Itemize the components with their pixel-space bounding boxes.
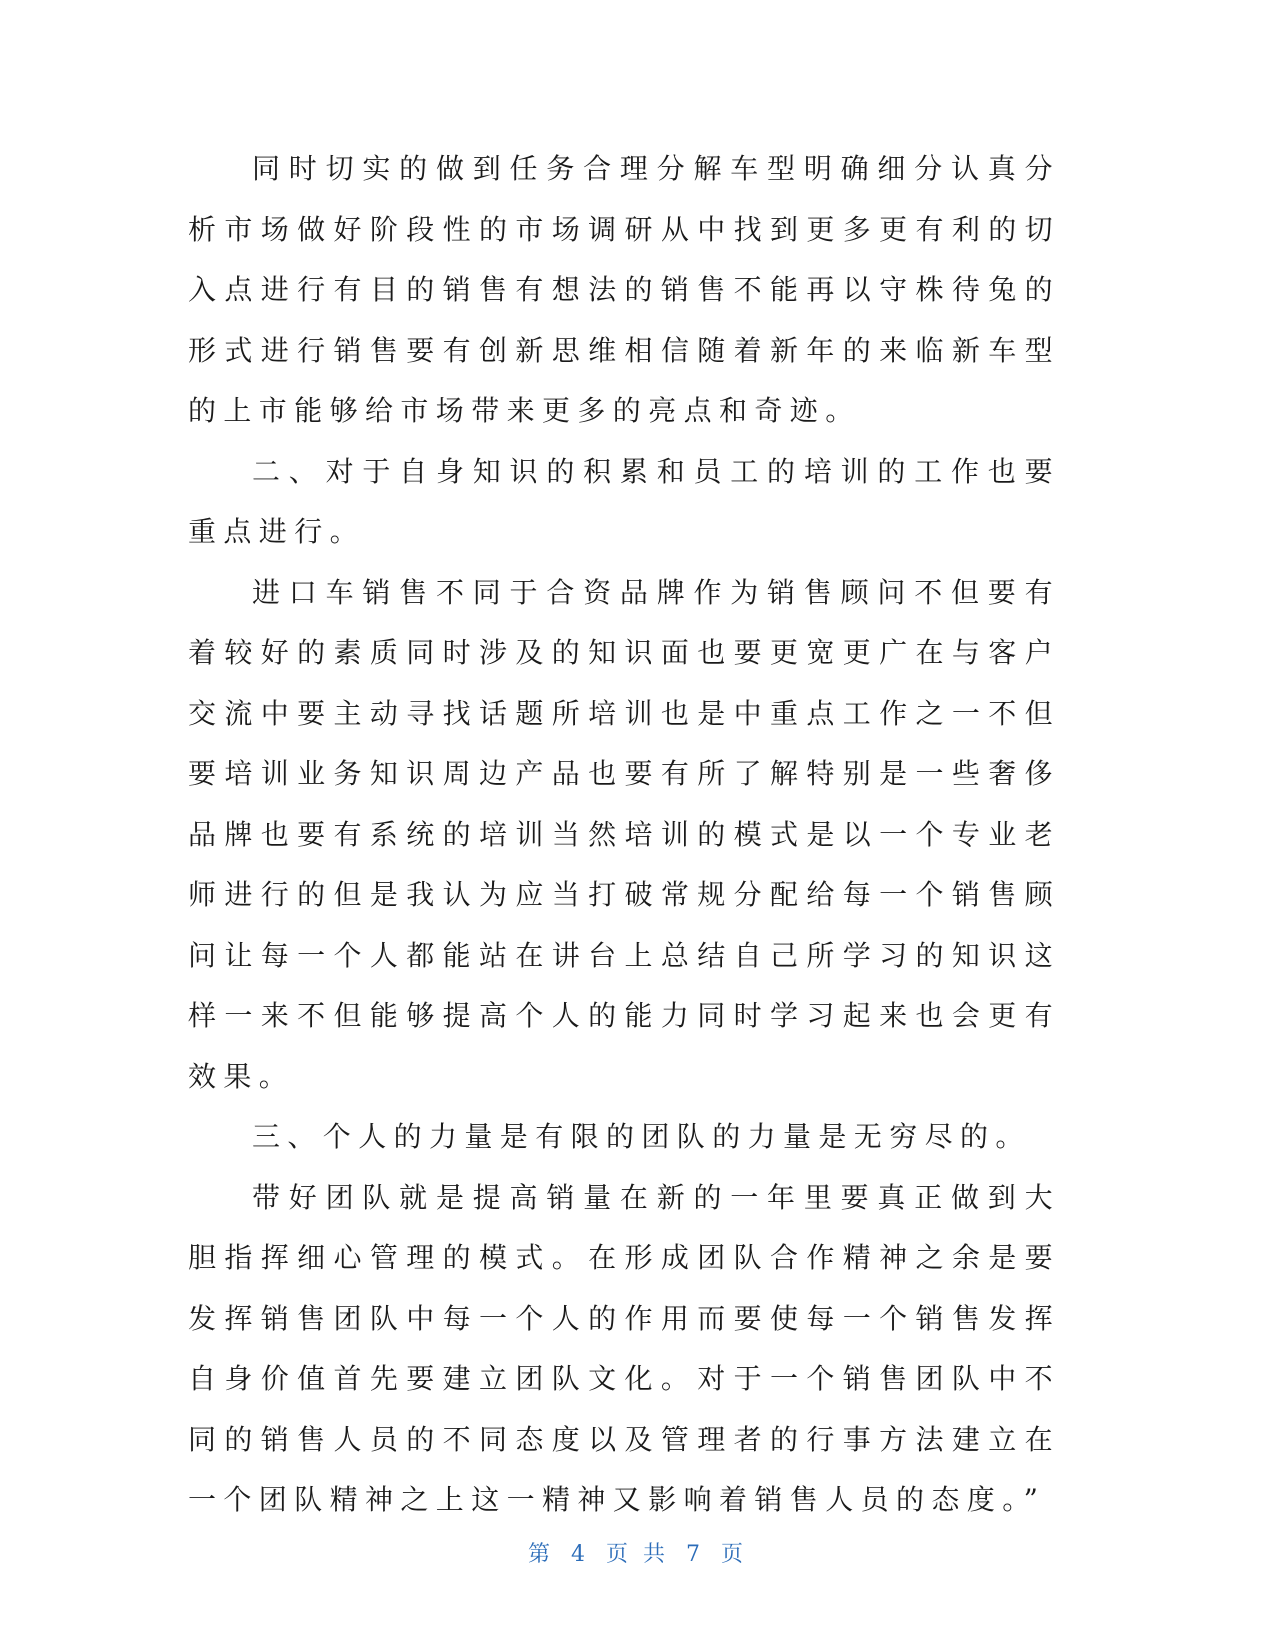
paragraph-heading-training: 二、对于自身知识的积累和员工的培训的工作也要重点进行。 — [188, 454, 1060, 548]
paragraph-market-analysis: 同时切实的做到任务合理分解车型明确细分认真分析市场做好阶段性的市场调研从中找到更多更有利的切入点进行有目的销售有想法的销售不能再以守株待兔的形式进行销售要有创新思维相信随着新年的来临新车型的上市能够给市场带来更多的亮点和奇迹。 — [188, 152, 1060, 427]
footer-suffix: 页 — [721, 1542, 748, 1567]
footer-prefix: 第 — [527, 1542, 554, 1567]
document-body — [188, 139, 1060, 1531]
paragraph-team-culture: 带好团队就是提高销量在新的一年里要真正做到大胆指挥细心管理的模式。在形成团队合作精神之余是要发挥销售团队中每一个人的作用而要使每一个销售发挥自身价值首先要建立团队文化。对于一个销售团队中不同的销售人员的不同态度以及管理者的行事方法建立在一个团队精神之上这一精神又影响着销售人员的态度。” — [188, 1180, 1060, 1516]
footer-total-pages: 7 — [686, 1542, 704, 1567]
footer-page-number: 4 — [571, 1542, 589, 1567]
paragraph-sales-training: 进口车销售不同于合资品牌作为销售顾问不但要有着较好的素质同时涉及的知识面也要更宽更广在与客户交流中要主动寻找话题所培训也是中重点工作之一不但要培训业务知识周边产品也要有所了解特别是一些奢侈品牌也要有系统的培训当然培训的模式是以一个专业老师进行的但是我认为应当打破常规分配给每一个销售顾问让每一个人都能站在讲台上总结自己所学习的知识这样一来不但能够提高个人的能力同时学习起来也会更有效果。 — [188, 575, 1060, 1093]
page-footer — [0, 1537, 1275, 1568]
footer-middle: 页 共 — [606, 1542, 669, 1567]
paragraph-heading-team: 三、个人的力量是有限的团队的力量是无穷尽的。 — [252, 1120, 1031, 1153]
